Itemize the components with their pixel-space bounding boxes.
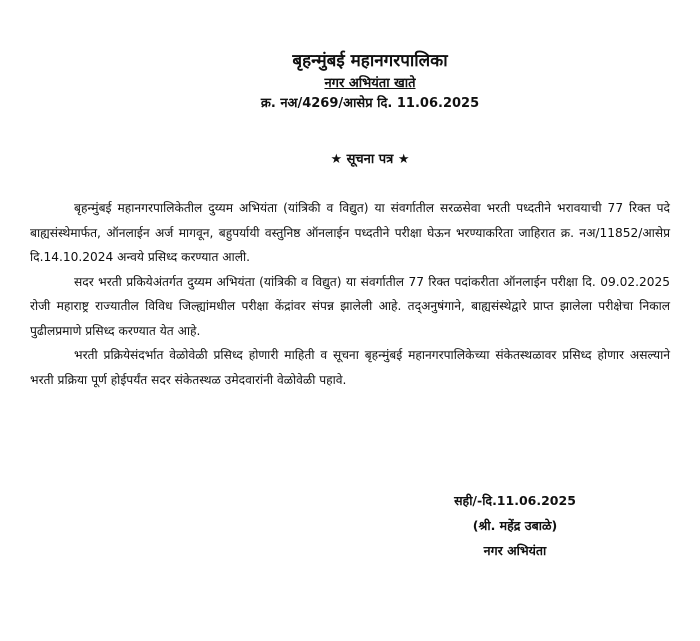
signatory-name: (श्री. महेंद्र उबाळे): [472, 518, 558, 533]
paragraph-2: सदर भरती प्रकियेअंतर्गत दुय्यम अभियंता (यांत्रिकी व विद्युत) या संवर्गातील 77 रिक्त पदांकरीता ऑनलाईन परीक्षा दि. 09.02.2025 रोजी महाराष्ट्र राज्यातील विविध जिल्ह्यांमधील परीक्षा केंद्रांवर संपन्न झालेली आहे. तद्अनुषंगाने, बाह्यसंस्थेद्वारे प्राप्त झालेला परीक्षेचा निकाल पुढीलप्रमाणे प्रसिध्द करण्यात येत आहे.: [30, 274, 670, 338]
department-name: नगर अभियंता खाते: [324, 76, 416, 91]
signatory-designation: नगर अभियंता: [483, 543, 547, 558]
letterhead: [0, 48, 700, 114]
signed-date: सही/-दि.11.06.2025: [454, 493, 576, 508]
signature-block: [420, 488, 610, 563]
notice-title: ★ सूचना पत्र ★: [330, 152, 410, 167]
notice-body: [30, 196, 670, 392]
paragraph-1: बृहन्मुंबई महानगरपालिकेतील दुय्यम अभियंता (यांत्रिकी व विद्युत) या संवर्गातील सरळसेवा भरती पध्दतीने भरावयाची 77 रिक्त पदे बाह्यसंस्थेमार्फत, ऑनलाईन अर्ज मागवून, बहुपर्यायी वस्तुनिष्ठ ऑनलाईन पध्दतीने परीक्षा घेऊन भरण्याकरिता जाहिरात क्र. नअ/11852/आसेप्र दि.14.10.2024 अन्वये प्रसिध्द करण्यात आली.: [30, 201, 670, 264]
reference-number: क्र. नअ/4269/आसेप्र दि. 11.06.2025: [260, 96, 480, 111]
organization-title: बृहन्मुंबई महानगरपालिका: [292, 51, 448, 71]
paragraph-3: भरती प्रक्रियेसंदर्भात वेळोवेळी प्रसिध्द होणारी माहिती व सूचना बृहन्मुंबई महानगरपालिकेच्या संकेतस्थळावर प्रसिध्द होणार असल्याने भरती प्रक्रिया पूर्ण होईपर्यंत सदर संकेतस्थळ उमेदवारांनी वेळोवेळी पहावे.: [30, 348, 670, 387]
